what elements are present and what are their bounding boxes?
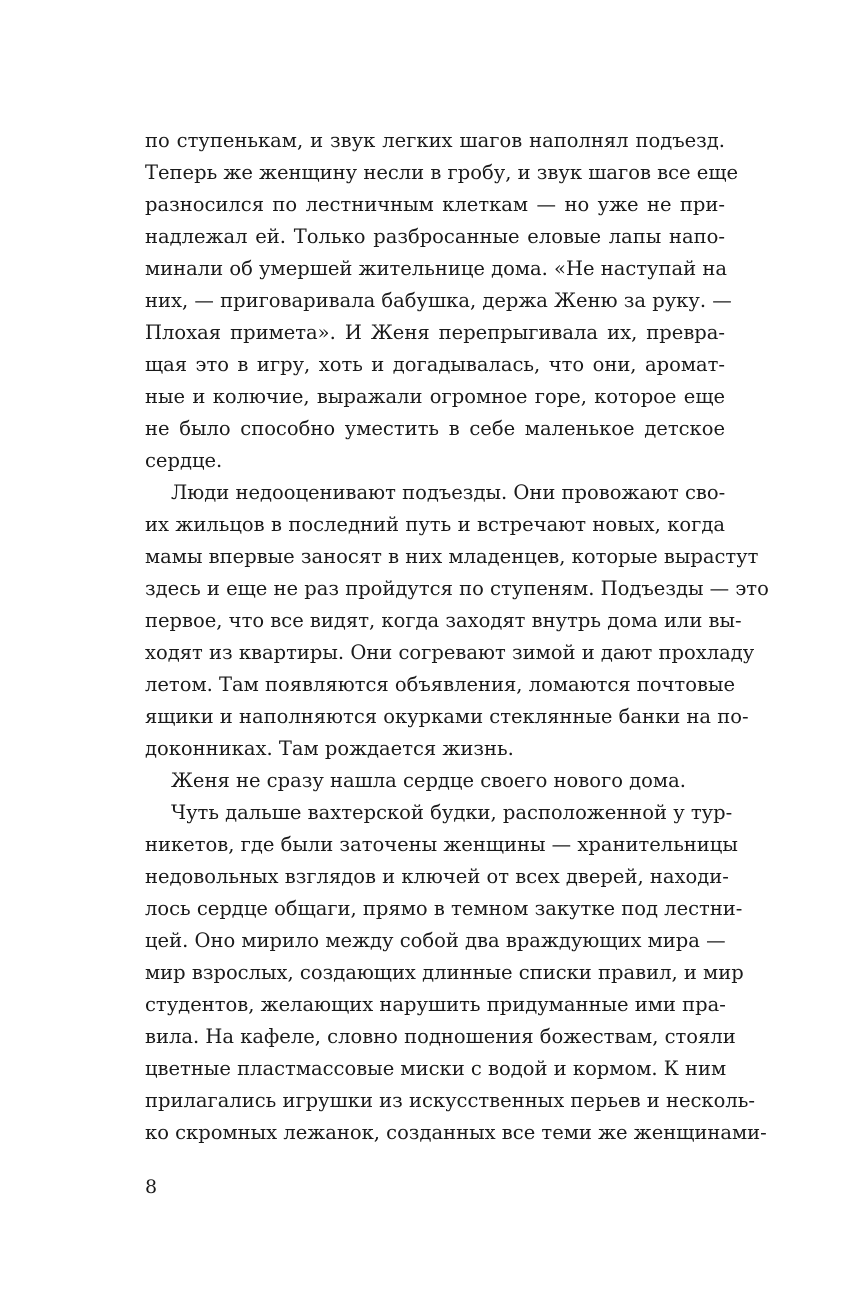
body-text [145, 125, 769, 1149]
text-line: щая это в игру, хоть и догадывалась, что они, аромат- [145, 353, 725, 376]
text-line: доконниках. Там рождается жизнь. [145, 737, 514, 760]
text-line: ко скромных лежанок, созданных все теми же женщинами- [145, 1121, 767, 1144]
text-line: их жильцов в последний путь и встречают новых, когда [145, 513, 725, 536]
text-line: не было способно уместить в себе маленькое детское [145, 417, 725, 440]
page-number: 8 [145, 1176, 158, 1198]
text-line: Плохая примета». И Женя перепрыгивала их, превра- [145, 321, 725, 344]
text-line: надлежал ей. Только разбросанные еловые лапы напо- [145, 225, 725, 248]
text-line: Люди недооценивают подъезды. Они провожают сво- [171, 481, 726, 504]
text-line: ходят из квартиры. Они согревают зимой и дают прохладу [145, 641, 755, 664]
text-line: цветные пластмассовые миски с водой и кормом. К ним [145, 1057, 727, 1080]
text-line: мамы впервые заносят в них младенцев, которые вырастут [145, 545, 759, 568]
text-line: разносился по лестничным клеткам — но уже не при- [145, 193, 725, 216]
text-line: лось сердце общаги, прямо в темном закутке под лестни- [145, 897, 743, 920]
text-line: здесь и еще не раз пройдутся по ступеням. Подъезды — это [145, 577, 769, 600]
text-line: Чуть дальше вахтерской будки, расположенной у тур- [171, 801, 733, 824]
text-line: них, — приговаривала бабушка, держа Женю за руку. — [145, 289, 732, 312]
text-line: минали об умершей жительнице дома. «Не наступай на [145, 257, 727, 280]
text-line: сердце. [145, 449, 223, 472]
text-line: по ступенькам, и звук легких шагов наполнял подъезд. [145, 129, 725, 152]
text-line: Женя не сразу нашла сердце своего нового дома. [171, 769, 686, 792]
text-line: мир взрослых, создающих длинные списки правил, и мир [145, 961, 744, 984]
text-line: ящики и наполняются окурками стеклянные банки на по- [145, 705, 749, 728]
text-line: Теперь же женщину несли в гробу, и звук шагов все еще [145, 161, 738, 184]
text-line: летом. Там появляются объявления, ломаются почтовые [145, 673, 735, 696]
text-line: цей. Оно мирило между собой два враждующих мира — [145, 929, 726, 952]
text-line: первое, что все видят, когда заходят внутрь дома или вы- [145, 609, 742, 632]
text-line: вила. На кафеле, словно подношения божествам, стояли [145, 1025, 736, 1048]
text-line: ные и колючие, выражали огромное горе, которое еще [145, 385, 725, 408]
text-line: никетов, где были заточены женщины — хранительницы [145, 833, 738, 856]
text-line: недовольных взглядов и ключей от всех дверей, находи- [145, 865, 729, 888]
text-line: прилагались игрушки из искусственных перьев и несколь- [145, 1089, 755, 1112]
text-line: студентов, желающих нарушить придуманные ими пра- [145, 993, 726, 1016]
